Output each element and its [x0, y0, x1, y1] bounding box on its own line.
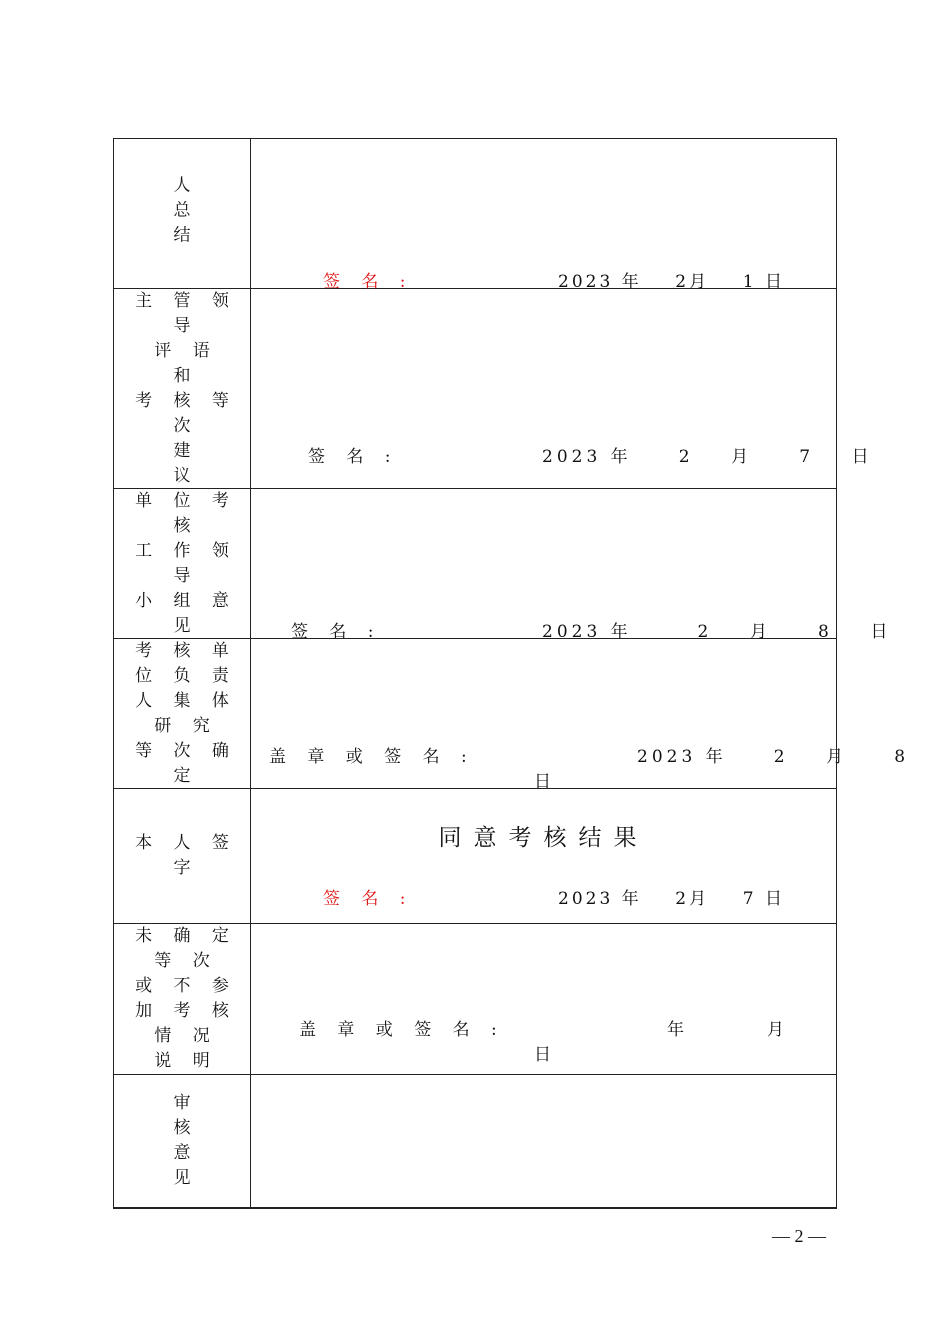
- content-cell: [251, 289, 873, 489]
- row-label: 单 位 考 核 工 作 领 导 小 组 意 见: [135, 490, 237, 636]
- date-month-unit: 月: [767, 1020, 787, 1040]
- content-cell: [251, 789, 837, 924]
- assessment-form-table: [113, 138, 910, 1209]
- row-review-opinion: [114, 1075, 837, 1208]
- signature-label: 签 名 :: [308, 447, 399, 467]
- row-self-signature: [114, 789, 837, 924]
- signature-label: 签 名 :: [323, 889, 414, 909]
- label-cell: [114, 1075, 251, 1208]
- date-year-unit: 年: [667, 1020, 687, 1040]
- date-day-unit: 日: [534, 1045, 554, 1065]
- signature-label: 签 名 :: [323, 272, 414, 292]
- date-line: 2023 年 2月 1 日: [558, 272, 785, 292]
- content-cell: [251, 924, 837, 1075]
- label-cell: [114, 924, 251, 1075]
- row-supervisor-comments: [114, 289, 837, 489]
- label-cell: [114, 139, 251, 289]
- row-collective-decision: [114, 639, 837, 789]
- seal-or-signature-label: 盖 章 或 签 名 :: [299, 1020, 505, 1040]
- row-label: 本 人 签 字: [135, 833, 237, 878]
- row-unit-group-opinion: [114, 489, 837, 639]
- row-label: 考 核 单 位 负 责 人 集 体 研 究 等 次 确 定: [135, 640, 237, 786]
- row-undetermined-explanation: [114, 924, 837, 1075]
- row-personal-summary: [114, 139, 837, 289]
- label-cell: [114, 289, 251, 489]
- agree-statement: 同意考核结果: [438, 825, 649, 851]
- label-cell: [114, 489, 251, 639]
- content-cell: [251, 489, 892, 642]
- content-cell: [251, 639, 910, 792]
- row-label: 审 核 意 见: [173, 1092, 199, 1188]
- row-label: 未 确 定 等 次 或 不 参 加 考 核 情 况 说 明: [135, 926, 237, 1071]
- label-cell: [114, 639, 251, 789]
- date-line: 2023 年 2 月 8: [637, 747, 910, 767]
- date-line: 2023 年 2 月 7 日: [542, 447, 873, 467]
- row-label: 人 总 结: [173, 175, 199, 245]
- content-cell: [251, 1075, 837, 1208]
- date-line: 2023 年 2月 7 日: [558, 889, 785, 909]
- signature-label: 签 名 :: [291, 622, 382, 642]
- label-cell: [114, 789, 251, 924]
- date-day-unit: 日: [534, 772, 554, 792]
- seal-or-signature-label: 盖 章 或 签 名 :: [269, 747, 475, 767]
- content-cell: [251, 139, 837, 292]
- date-line: 2023 年 2 月 8 日: [542, 622, 892, 642]
- page-number: — 2 —: [772, 1226, 826, 1246]
- row-label: 主 管 领 导 评 语 和 考 核 等 次 建 议: [135, 290, 237, 486]
